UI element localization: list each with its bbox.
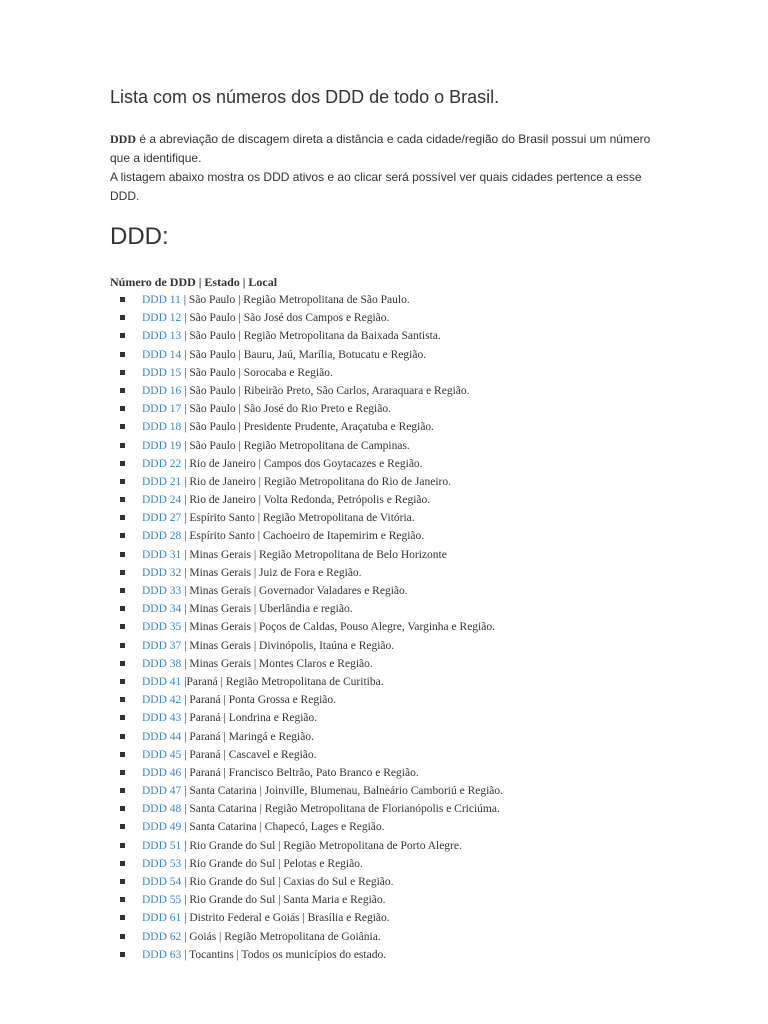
ddd-link[interactable]: DDD 62 (142, 930, 182, 943)
list-item (120, 782, 670, 800)
square-bullet-icon (120, 297, 125, 302)
square-bullet-icon (120, 770, 125, 775)
square-bullet-icon (120, 497, 125, 502)
ddd-link[interactable]: DDD 21 (142, 475, 182, 488)
square-bullet-icon (120, 643, 125, 648)
square-bullet-icon (120, 352, 125, 357)
ddd-description: | São Paulo | Presidente Prudente, Araçatuba e Região. (181, 421, 435, 434)
ddd-description: | Paraná | Maringá e Região. (181, 730, 314, 743)
square-bullet-icon (120, 915, 125, 920)
square-bullet-icon (120, 843, 125, 848)
ddd-description: | Minas Gerais | Poços de Caldas, Pouso Alegre, Varginha e Região. (181, 621, 495, 634)
square-bullet-icon (120, 697, 125, 702)
ddd-description: | Espírito Santo | Região Metropolitana de Vitória. (181, 512, 415, 525)
intro-line1: é a abreviação de discagem direta a distância e cada cidade/região do Brasil possui um número que a identifique. (110, 132, 651, 165)
ddd-link[interactable]: DDD 38 (142, 657, 182, 670)
list-item (120, 637, 670, 655)
square-bullet-icon (120, 624, 125, 629)
ddd-description: | Paraná | Cascavel e Região. (181, 748, 317, 761)
ddd-description: | São Paulo | Bauru, Jaú, Marília, Botucatu e Região. (181, 348, 427, 361)
list-item (120, 418, 670, 436)
square-bullet-icon (120, 533, 125, 538)
list-item (120, 491, 670, 509)
ddd-link[interactable]: DDD 17 (142, 403, 182, 416)
ddd-description: | São Paulo | Ribeirão Preto, São Carlos, Araraquara e Região. (181, 384, 470, 397)
ddd-link[interactable]: DDD 24 (142, 494, 182, 507)
list-item (120, 837, 670, 855)
square-bullet-icon (120, 879, 125, 884)
square-bullet-icon (120, 661, 125, 666)
square-bullet-icon (120, 515, 125, 520)
ddd-description: | Minas Gerais | Uberlândia e região. (181, 603, 353, 616)
square-bullet-icon (120, 461, 125, 466)
square-bullet-icon (120, 552, 125, 557)
square-bullet-icon (120, 952, 125, 957)
list-item (120, 382, 670, 400)
ddd-description: | Goiás | Região Metropolitana de Goiânia. (181, 930, 381, 943)
list-item (120, 928, 670, 946)
list-item (120, 728, 670, 746)
square-bullet-icon (120, 606, 125, 611)
ddd-link[interactable]: DDD 34 (142, 603, 182, 616)
ddd-link[interactable]: DDD 43 (142, 712, 182, 725)
square-bullet-icon (120, 315, 125, 320)
ddd-link[interactable]: DDD 42 (142, 694, 182, 707)
ddd-link[interactable]: DDD 63 (142, 948, 182, 961)
list-item (120, 437, 670, 455)
square-bullet-icon (120, 788, 125, 793)
ddd-link[interactable]: DDD 16 (142, 384, 182, 397)
ddd-link[interactable]: DDD 19 (142, 439, 182, 452)
ddd-link[interactable]: DDD 31 (142, 548, 182, 561)
square-bullet-icon (120, 715, 125, 720)
list-item (120, 309, 670, 327)
ddd-description: | Rio de Janeiro | Volta Redonda, Petrópolis e Região. (181, 494, 431, 507)
square-bullet-icon (120, 333, 125, 338)
square-bullet-icon (120, 934, 125, 939)
ddd-description: | Minas Gerais | Governador Valadares e Região. (181, 585, 408, 597)
list-item (120, 546, 670, 564)
ddd-link[interactable]: DDD 53 (142, 857, 182, 870)
square-bullet-icon (120, 752, 125, 757)
square-bullet-icon (120, 424, 125, 429)
ddd-link[interactable]: DDD 28 (142, 530, 182, 543)
ddd-description: | Paraná | Londrina e Região. (181, 712, 318, 725)
list-item (120, 327, 670, 345)
list-item (120, 891, 670, 909)
list-caption: Número de DDD | Estado | Local (110, 275, 278, 289)
list-item (120, 364, 670, 382)
ddd-link[interactable]: DDD 33 (142, 585, 182, 597)
list-item (120, 509, 670, 527)
ddd-description: | Santa Catarina | Região Metropolitana de Florianópolis e Criciúma. (181, 803, 500, 816)
ddd-link[interactable]: DDD 12 (142, 312, 182, 325)
square-bullet-icon (120, 370, 125, 375)
square-bullet-icon (120, 443, 125, 448)
ddd-section-heading: DDD: (110, 223, 169, 250)
ddd-link[interactable]: DDD 51 (142, 839, 182, 852)
list-item (120, 564, 670, 582)
ddd-description: | Santa Catarina | Joinville, Blumenau, Balneário Camboriú e Região. (181, 785, 504, 798)
ddd-link[interactable]: DDD 44 (142, 730, 182, 743)
ddd-link[interactable]: DDD 35 (142, 621, 182, 634)
ddd-link[interactable]: DDD 48 (142, 803, 182, 816)
ddd-description: | Tocantins | Todos os municípios do estado. (181, 948, 387, 961)
ddd-description: | São Paulo | São José dos Campos e Região. (181, 312, 390, 325)
list-item (120, 582, 670, 600)
ddd-description: | Espírito Santo | Cachoeiro de Itapemirim e Região. (181, 530, 425, 543)
ddd-link[interactable]: DDD 61 (142, 912, 182, 925)
ddd-list (110, 291, 670, 964)
square-bullet-icon (120, 861, 125, 866)
list-item (120, 400, 670, 418)
ddd-link[interactable]: DDD 32 (142, 566, 182, 579)
ddd-description: | Rio Grande do Sul | Pelotas e Região. (181, 857, 363, 870)
ddd-description: | Minas Gerais | Montes Claros e Região. (181, 657, 373, 670)
ddd-description: | Paraná | Francisco Beltrão, Pato Branco e Região. (181, 766, 419, 779)
list-item (120, 655, 670, 673)
square-bullet-icon (120, 588, 125, 593)
ddd-description: | Minas Gerais | Região Metropolitana de Belo Horizonte (181, 548, 447, 561)
intro-line2: A listagem abaixo mostra os DDD ativos e ao clicar será possível ver quais cidades pertence a esse DDD. (110, 170, 642, 203)
ddd-link[interactable]: DDD 55 (142, 894, 182, 907)
list-item (120, 800, 670, 818)
list-item (120, 527, 670, 545)
list-item (120, 291, 670, 309)
square-bullet-icon (120, 734, 125, 739)
intro-strong-ddd: DDD (110, 132, 136, 146)
list-item (120, 909, 670, 927)
list-item (120, 455, 670, 473)
ddd-description: | São Paulo | Região Metropolitana da Baixada Santista. (181, 330, 441, 343)
square-bullet-icon (120, 479, 125, 484)
list-item (120, 709, 670, 727)
ddd-link[interactable]: DDD 46 (142, 766, 182, 779)
list-item (120, 691, 670, 709)
ddd-description: |Paraná | Região Metropolitana de Curitiba. (181, 675, 384, 688)
list-item (120, 673, 670, 691)
list-item (120, 600, 670, 618)
square-bullet-icon (120, 897, 125, 902)
ddd-description: | Rio Grande do Sul | Santa Maria e Região. (181, 894, 386, 907)
list-item (120, 946, 670, 964)
ddd-link[interactable]: DDD 45 (142, 748, 182, 761)
document-page (110, 85, 670, 964)
ddd-description: | Santa Catarina | Chapecó, Lages e Região. (181, 821, 385, 834)
ddd-description: | Rio Grande do Sul | Região Metropolitana de Porto Alegre. (181, 839, 462, 852)
list-item (120, 473, 670, 491)
ddd-link[interactable]: DDD 18 (142, 421, 182, 434)
ddd-description: | Rio Grande do Sul | Caxias do Sul e Região. (181, 876, 394, 888)
ddd-link[interactable]: DDD 13 (142, 330, 182, 343)
ddd-description: | São Paulo | Região Metropolitana de Campinas. (181, 439, 410, 452)
list-item (120, 618, 670, 636)
list-item (120, 764, 670, 782)
ddd-description: | Paraná | Ponta Grossa e Região. (181, 694, 337, 707)
page-title: Lista com os números dos DDD de todo o Brasil. (110, 87, 500, 107)
square-bullet-icon (120, 806, 125, 811)
ddd-link[interactable]: DDD 54 (142, 876, 182, 888)
square-bullet-icon (120, 388, 125, 393)
list-item (120, 346, 670, 364)
ddd-description: | São Paulo | Região Metropolitana de São Paulo. (180, 294, 410, 306)
ddd-link[interactable]: DDD 41 (142, 675, 182, 688)
ddd-link[interactable]: DDD 11 (142, 294, 181, 306)
ddd-description: | Distrito Federal e Goiás | Brasília e Região. (181, 912, 390, 925)
square-bullet-icon (120, 679, 125, 684)
square-bullet-icon (120, 406, 125, 411)
list-item (120, 873, 670, 891)
ddd-description: | Minas Gerais | Juiz de Fora e Região. (181, 566, 362, 579)
ddd-link[interactable]: DDD 27 (142, 512, 182, 525)
ddd-link[interactable]: DDD 49 (142, 821, 182, 834)
ddd-description: | São Paulo | São José do Rio Preto e Região. (181, 403, 391, 416)
list-item (120, 855, 670, 873)
ddd-link[interactable]: DDD 22 (142, 457, 182, 470)
ddd-link[interactable]: DDD 47 (142, 785, 182, 798)
square-bullet-icon (120, 824, 125, 829)
square-bullet-icon (120, 570, 125, 575)
ddd-description: | São Paulo | Sorocaba e Região. (181, 366, 333, 379)
list-item (120, 746, 670, 764)
ddd-link[interactable]: DDD 15 (142, 366, 182, 379)
ddd-link[interactable]: DDD 37 (142, 639, 182, 652)
ddd-description: | Rio de Janeiro | Campos dos Goytacazes e Região. (181, 457, 423, 470)
list-item (120, 818, 670, 836)
ddd-link[interactable]: DDD 14 (142, 348, 182, 361)
ddd-description: | Rio de Janeiro | Região Metropolitana do Rio de Janeiro. (181, 475, 451, 488)
ddd-description: | Minas Gerais | Divinópolis, Itaúna e Região. (181, 639, 395, 652)
intro-paragraph (110, 130, 670, 168)
